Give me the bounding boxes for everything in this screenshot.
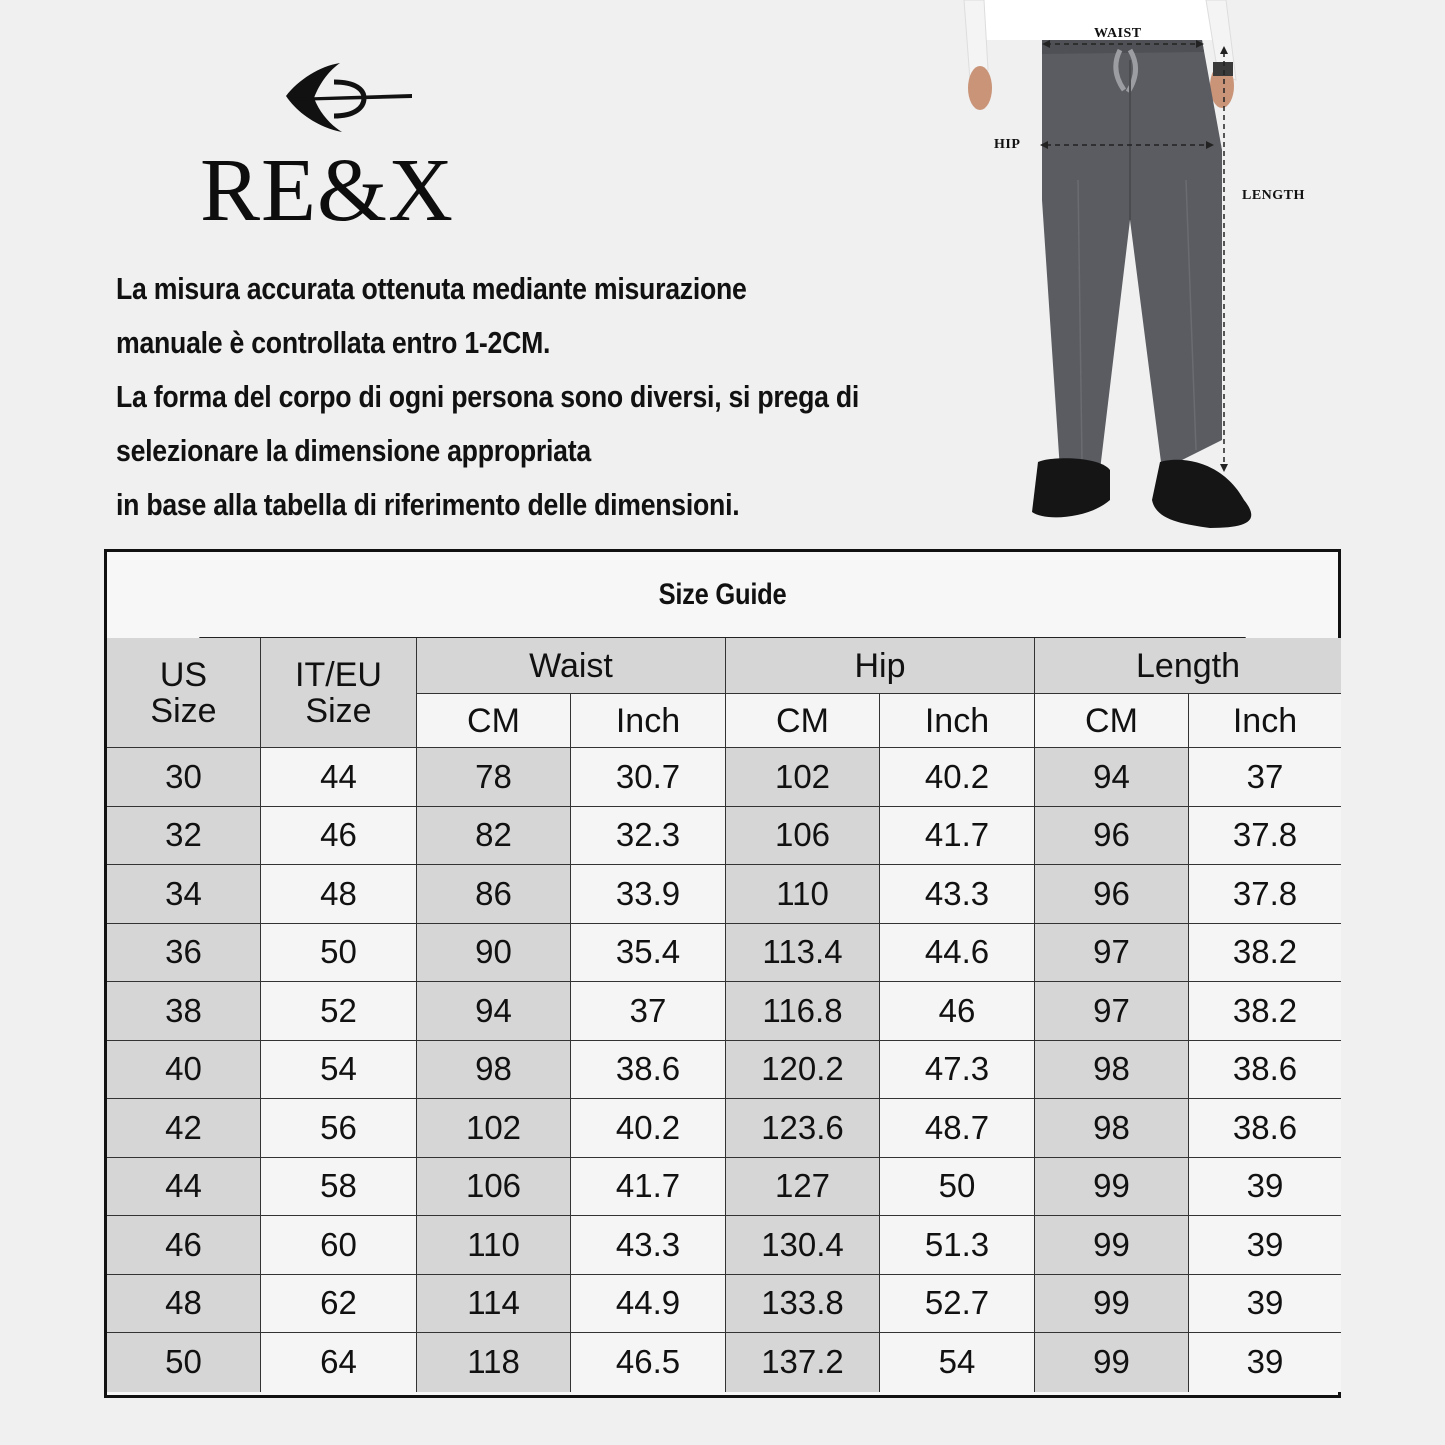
- cell-us-size: 36: [107, 924, 261, 983]
- cell-length-cm: 99: [1035, 1275, 1189, 1334]
- cell-waist-inch: 40.2: [571, 1099, 726, 1158]
- cell-hip-inch: 43.3: [880, 865, 1035, 924]
- cell-hip-cm: 133.8: [726, 1275, 880, 1334]
- intro-line: La misura accurata ottenuta mediante misurazione: [116, 271, 747, 306]
- cell-it-eu-size: 50: [261, 924, 417, 983]
- cell-length-inch: 39: [1189, 1158, 1341, 1217]
- cell-hip-cm: 106: [726, 807, 880, 866]
- cell-it-eu-size: 64: [261, 1333, 417, 1392]
- cell-waist-cm: 106: [417, 1158, 571, 1217]
- cell-length-cm: 99: [1035, 1333, 1189, 1392]
- cell-it-eu-size: 56: [261, 1099, 417, 1158]
- cell-length-inch: 37: [1189, 748, 1341, 807]
- cell-waist-inch: 46.5: [571, 1333, 726, 1392]
- cell-it-eu-size: 46: [261, 807, 417, 866]
- header-hip: Hip: [726, 638, 1035, 694]
- cell-length-inch: 37.8: [1189, 807, 1341, 866]
- cell-hip-cm: 120.2: [726, 1041, 880, 1100]
- cell-waist-inch: 30.7: [571, 748, 726, 807]
- intro-line: in base alla tabella di riferimento delle dimensioni.: [116, 487, 740, 522]
- cell-hip-cm: 137.2: [726, 1333, 880, 1392]
- header-unit-inch: Inch: [1189, 694, 1341, 748]
- cell-length-cm: 98: [1035, 1041, 1189, 1100]
- cell-length-cm: 97: [1035, 924, 1189, 983]
- cell-length-cm: 96: [1035, 865, 1189, 924]
- cell-it-eu-size: 48: [261, 865, 417, 924]
- cell-us-size: 44: [107, 1158, 261, 1217]
- pants-model-image: [960, 0, 1340, 540]
- cell-length-cm: 98: [1035, 1099, 1189, 1158]
- cell-waist-inch: 43.3: [571, 1216, 726, 1275]
- header-length: Length: [1035, 638, 1341, 694]
- cell-us-size: 50: [107, 1333, 261, 1392]
- header-unit-cm: CM: [417, 694, 571, 748]
- cell-length-cm: 96: [1035, 807, 1189, 866]
- cell-it-eu-size: 62: [261, 1275, 417, 1334]
- cell-hip-inch: 44.6: [880, 924, 1035, 983]
- waist-label: WAIST: [1094, 26, 1142, 41]
- cell-hip-inch: 41.7: [880, 807, 1035, 866]
- cell-length-inch: 39: [1189, 1216, 1341, 1275]
- cell-hip-cm: 130.4: [726, 1216, 880, 1275]
- cell-length-inch: 39: [1189, 1333, 1341, 1392]
- cell-us-size: 34: [107, 865, 261, 924]
- cell-length-inch: 37.8: [1189, 865, 1341, 924]
- cell-waist-cm: 110: [417, 1216, 571, 1275]
- cell-hip-inch: 51.3: [880, 1216, 1035, 1275]
- cell-length-inch: 38.2: [1189, 924, 1341, 983]
- cell-waist-inch: 41.7: [571, 1158, 726, 1217]
- cell-hip-cm: 102: [726, 748, 880, 807]
- intro-paragraph: [116, 262, 873, 532]
- cell-hip-inch: 48.7: [880, 1099, 1035, 1158]
- cell-waist-cm: 118: [417, 1333, 571, 1392]
- cell-hip-cm: 123.6: [726, 1099, 880, 1158]
- header-unit-cm: CM: [726, 694, 880, 748]
- cell-length-inch: 38.6: [1189, 1099, 1341, 1158]
- cell-waist-inch: 33.9: [571, 865, 726, 924]
- length-label: LENGTH: [1242, 188, 1305, 203]
- cell-length-inch: 38.2: [1189, 982, 1341, 1041]
- cell-it-eu-size: 44: [261, 748, 417, 807]
- cell-hip-cm: 127: [726, 1158, 880, 1217]
- cell-it-eu-size: 54: [261, 1041, 417, 1100]
- cell-hip-inch: 40.2: [880, 748, 1035, 807]
- cell-us-size: 30: [107, 748, 261, 807]
- pants-measurement-figure: [960, 0, 1340, 540]
- cell-hip-inch: 54: [880, 1333, 1035, 1392]
- cell-hip-cm: 113.4: [726, 924, 880, 983]
- header-waist: Waist: [417, 638, 726, 694]
- cell-length-inch: 39: [1189, 1275, 1341, 1334]
- cell-hip-cm: 116.8: [726, 982, 880, 1041]
- cell-hip-inch: 47.3: [880, 1041, 1035, 1100]
- cell-waist-cm: 98: [417, 1041, 571, 1100]
- cell-it-eu-size: 60: [261, 1216, 417, 1275]
- cell-waist-cm: 90: [417, 924, 571, 983]
- cell-it-eu-size: 52: [261, 982, 417, 1041]
- brand-name: RE&X: [200, 141, 455, 240]
- cell-waist-inch: 35.4: [571, 924, 726, 983]
- cell-waist-inch: 37: [571, 982, 726, 1041]
- cell-waist-cm: 82: [417, 807, 571, 866]
- cell-length-cm: 94: [1035, 748, 1189, 807]
- cell-us-size: 48: [107, 1275, 261, 1334]
- cell-us-size: 42: [107, 1099, 261, 1158]
- cell-us-size: 40: [107, 1041, 261, 1100]
- header-unit-cm: CM: [1035, 694, 1189, 748]
- intro-line: selezionare la dimensione appropriata: [116, 433, 591, 468]
- bow-arrow-logo-icon: [280, 58, 420, 138]
- cell-length-inch: 38.6: [1189, 1041, 1341, 1100]
- cell-length-cm: 99: [1035, 1158, 1189, 1217]
- cell-hip-inch: 46: [880, 982, 1035, 1041]
- cell-hip-cm: 110: [726, 865, 880, 924]
- cell-waist-inch: 32.3: [571, 807, 726, 866]
- size-guide-table: [104, 549, 1341, 1398]
- cell-waist-cm: 94: [417, 982, 571, 1041]
- cell-hip-inch: 50: [880, 1158, 1035, 1217]
- cell-waist-cm: 102: [417, 1099, 571, 1158]
- header-us-size: US Size: [107, 638, 261, 748]
- table-title: Size Guide: [199, 552, 1245, 638]
- intro-line: manuale è controllata entro 1-2CM.: [116, 325, 551, 360]
- cell-waist-cm: 114: [417, 1275, 571, 1334]
- cell-us-size: 46: [107, 1216, 261, 1275]
- cell-it-eu-size: 58: [261, 1158, 417, 1217]
- intro-line: La forma del corpo di ogni persona sono diversi, si prega di: [116, 379, 859, 414]
- header-it-eu-size: IT/EU Size: [261, 638, 417, 748]
- cell-us-size: 32: [107, 807, 261, 866]
- cell-hip-inch: 52.7: [880, 1275, 1035, 1334]
- cell-us-size: 38: [107, 982, 261, 1041]
- cell-waist-inch: 44.9: [571, 1275, 726, 1334]
- header-unit-inch: Inch: [880, 694, 1035, 748]
- cell-length-cm: 99: [1035, 1216, 1189, 1275]
- cell-waist-cm: 78: [417, 748, 571, 807]
- header-unit-inch: Inch: [571, 694, 726, 748]
- cell-length-cm: 97: [1035, 982, 1189, 1041]
- cell-waist-cm: 86: [417, 865, 571, 924]
- hip-label: HIP: [994, 137, 1021, 152]
- cell-waist-inch: 38.6: [571, 1041, 726, 1100]
